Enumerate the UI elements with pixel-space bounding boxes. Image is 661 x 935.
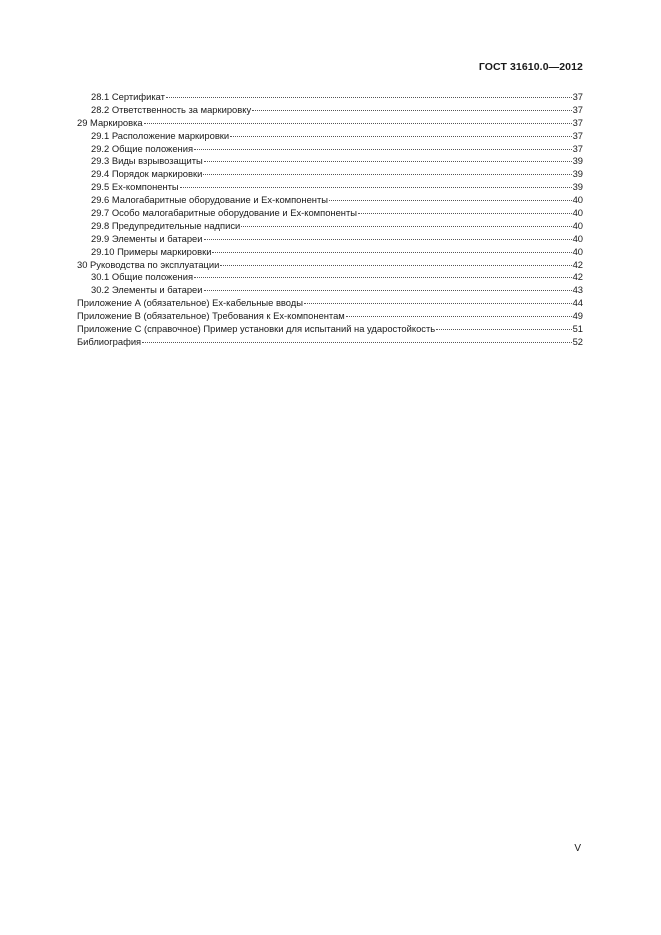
toc-dot-leader (203, 174, 571, 175)
toc-entry-page: 39 (572, 155, 583, 167)
toc-dot-leader (358, 213, 572, 214)
toc-entry[interactable] (77, 220, 583, 233)
toc-dot-leader (194, 277, 572, 278)
toc-entry[interactable] (77, 104, 583, 117)
toc-dot-leader (212, 252, 571, 253)
toc-entry-page: 42 (572, 271, 583, 283)
toc-entry-page: 37 (572, 116, 583, 128)
toc-entry-page: 37 (572, 142, 583, 154)
table-of-contents (77, 91, 583, 349)
toc-entry-title: Приложение С (справочное) Пример установки для испытаний на ударостойкость (77, 323, 436, 335)
toc-entry-title: 29.9 Элементы и батареи (91, 232, 203, 244)
toc-entry[interactable] (77, 284, 583, 297)
toc-entry-title: 29 Маркировка (77, 116, 143, 128)
toc-entry-title: Библиография (77, 335, 142, 347)
toc-entry-page: 37 (572, 91, 583, 102)
toc-entry[interactable] (77, 194, 583, 207)
toc-entry-title: 29.1 Расположение маркировки (91, 129, 230, 141)
toc-dot-leader (220, 265, 571, 266)
toc-entry-page: 37 (572, 129, 583, 141)
toc-entry-page: 52 (572, 335, 583, 347)
toc-entry-page: 43 (572, 284, 583, 296)
toc-dot-leader (204, 161, 572, 162)
toc-entry-title: Приложение А (обязательное) Ex-кабельные вводы (77, 297, 304, 309)
toc-dot-leader (194, 149, 572, 150)
toc-entry-title: 30.2 Элементы и батареи (91, 284, 203, 296)
toc-entry-title: 29.10 Примеры маркировки (91, 245, 212, 257)
toc-entry-page: 40 (572, 207, 583, 219)
toc-entry-page: 39 (572, 168, 583, 180)
toc-entry-title: Приложение В (обязательное) Требования к Ex-компонентам (77, 310, 345, 322)
toc-dot-leader (252, 110, 571, 111)
toc-entry[interactable] (77, 271, 583, 284)
toc-entry[interactable] (77, 246, 583, 259)
toc-entry-page: 39 (572, 181, 583, 193)
toc-entry-title: 29.2 Общие положения (91, 142, 194, 154)
toc-entry-title: 29.3 Виды взрывозащиты (91, 155, 203, 167)
toc-entry-page: 51 (572, 323, 583, 335)
toc-entry-page: 49 (572, 310, 583, 322)
toc-entry[interactable] (77, 155, 583, 168)
toc-entry-title: 29.4 Порядок маркировки (91, 168, 203, 180)
toc-entry-page: 42 (572, 258, 583, 270)
toc-dot-leader (329, 200, 572, 201)
toc-dot-leader (204, 290, 572, 291)
toc-entry[interactable] (77, 117, 583, 130)
toc-entry-page: 37 (572, 103, 583, 115)
toc-dot-leader (304, 303, 572, 304)
toc-entry-page: 40 (572, 194, 583, 206)
toc-dot-leader (166, 97, 572, 98)
toc-entry-page: 44 (572, 297, 583, 309)
toc-dot-leader (180, 187, 572, 188)
toc-entry[interactable] (77, 259, 583, 272)
toc-entry[interactable] (77, 143, 583, 156)
toc-dot-leader (230, 136, 571, 137)
toc-entry[interactable] (77, 310, 583, 323)
toc-entry[interactable] (77, 323, 583, 336)
toc-entry-title: 28.1 Сертификат (91, 91, 165, 102)
toc-entry-title: 29.8 Предупредительные надписи (91, 219, 241, 231)
toc-entry[interactable] (77, 297, 583, 310)
toc-entry-title: 29.5 Ex-компоненты (91, 181, 179, 193)
toc-dot-leader (142, 342, 571, 343)
toc-entry[interactable] (77, 336, 583, 349)
toc-entry-page: 40 (572, 232, 583, 244)
page-number: V (574, 843, 581, 854)
toc-dot-leader (241, 226, 571, 227)
document-code: ГОСТ 31610.0—2012 (478, 61, 583, 73)
toc-entry-page: 40 (572, 219, 583, 231)
toc-entry-title: 28.2 Ответственность за маркировку (91, 103, 252, 115)
toc-entry-page: 40 (572, 245, 583, 257)
toc-entry-title: 29.6 Малогабаритные оборудование и Ex-компоненты (91, 194, 328, 206)
toc-dot-leader (436, 329, 571, 330)
toc-entry[interactable] (77, 91, 583, 104)
toc-dot-leader (204, 239, 572, 240)
toc-entry[interactable] (77, 130, 583, 143)
toc-entry-title: 30 Руководства по эксплуатации (77, 258, 220, 270)
toc-dot-leader (346, 316, 572, 317)
toc-entry[interactable] (77, 181, 583, 194)
toc-dot-leader (144, 123, 572, 124)
toc-entry[interactable] (77, 207, 583, 220)
toc-entry-title: 30.1 Общие положения (91, 271, 194, 283)
toc-entry[interactable] (77, 168, 583, 181)
toc-entry-title: 29.7 Особо малогабаритные оборудование и Ex-компоненты (91, 207, 358, 219)
toc-entry[interactable] (77, 233, 583, 246)
